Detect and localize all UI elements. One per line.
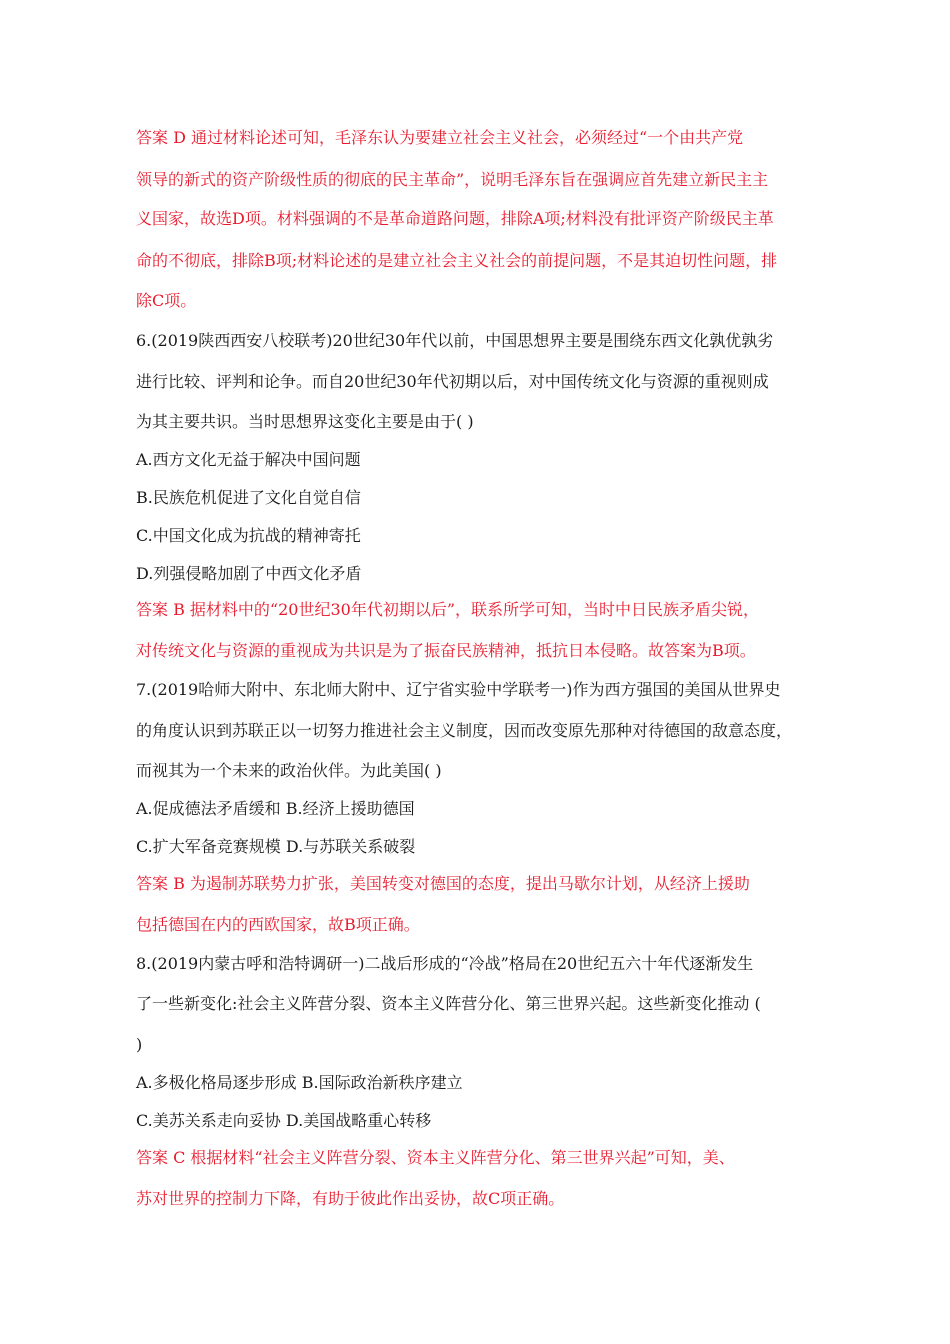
question-6-stem-2: 进行比较、评判和论争。而自20世纪30年代初期以后，对中国传统文化与资源的重视则成 (136, 372, 769, 391)
question-8-options-cd: C.美苏关系走向妥协 D.美国战略重心转移 (136, 1111, 432, 1130)
answer-5-line-4: 命的不彻底，排除B项;材料论述的是建立社会主义社会的前提问题，不是其迫切性问题，排 (136, 251, 778, 270)
answer-6-line-1: 答案 B 据材料中的“20世纪30年代初期以后”，联系所学可知，当时中日民族矛盾尖锐， (136, 600, 760, 619)
answer-8-line-2: 苏对世界的控制力下降，有助于彼此作出妥协，故C项正确。 (136, 1189, 565, 1208)
question-6-stem-3: 为其主要共识。当时思想界这变化主要是由于( ) (136, 412, 474, 431)
answer-5-line-5: 除C项。 (136, 291, 197, 310)
question-6-stem-1: 6.(2019陕西西安八校联考)20世纪30年代以前，中国思想界主要是围绕东西文化孰优孰劣 (136, 331, 774, 350)
question-8-stem-3: ) (136, 1035, 143, 1054)
answer-7-line-1: 答案 B 为遏制苏联势力扩张，美国转变对德国的态度，提出马歇尔计划，从经济上援助 (136, 874, 750, 893)
question-8-stem-1: 8.(2019内蒙古呼和浩特调研一)二战后形成的“冷战”格局在20世纪五六十年代逐渐发生 (136, 954, 754, 973)
question-7-options-cd: C.扩大军备竞赛规模 D.与苏联关系破裂 (136, 837, 416, 856)
question-8-stem-2: 了一些新变化:社会主义阵营分裂、资本主义阵营分化、第三世界兴起。这些新变化推动 ( (136, 994, 761, 1013)
question-7-stem-3: 而视其为一个未来的政治伙伴。为此美国( ) (136, 761, 442, 780)
answer-5-line-1: 答案 D 通过材料论述可知，毛泽东认为要建立社会主义社会，必须经过“一个由共产党 (136, 128, 744, 147)
question-6-option-b: B.民族危机促进了文化自觉自信 (136, 488, 361, 507)
answer-5-line-3: 义国家，故选D项。材料强调的不是革命道路问题，排除A项;材料没有批评资产阶级民主革 (136, 209, 774, 228)
question-8-options-ab: A.多极化格局逐步形成 B.国际政治新秩序建立 (136, 1073, 463, 1092)
question-7-stem-1: 7.(2019哈师大附中、东北师大附中、辽宁省实验中学联考一)作为西方强国的美国从世界史 (136, 680, 781, 699)
answer-7-line-2: 包括德国在内的西欧国家，故B项正确。 (136, 915, 420, 934)
question-6-option-d: D.列强侵略加剧了中西文化矛盾 (136, 564, 362, 583)
question-6-option-c: C.中国文化成为抗战的精神寄托 (136, 526, 361, 545)
question-7-stem-2: 的角度认识到苏联正以一切努力推进社会主义制度，因而改变原先那种对待德国的敌意态度， (136, 721, 793, 740)
question-7-options-ab: A.促成德法矛盾缓和 B.经济上援助德国 (136, 799, 415, 818)
answer-6-line-2: 对传统文化与资源的重视成为共识是为了振奋民族精神，抵抗日本侵略。故答案为B项。 (136, 641, 756, 660)
answer-8-line-1: 答案 C 根据材料“社会主义阵营分裂、资本主义阵营分化、第三世界兴起”可知，美、 (136, 1148, 735, 1167)
question-6-option-a: A.西方文化无益于解决中国问题 (136, 450, 361, 469)
answer-5-line-2: 领导的新式的资产阶级性质的彻底的民主革命”，说明毛泽东旨在强调应首先建立新民主主 (136, 170, 769, 189)
